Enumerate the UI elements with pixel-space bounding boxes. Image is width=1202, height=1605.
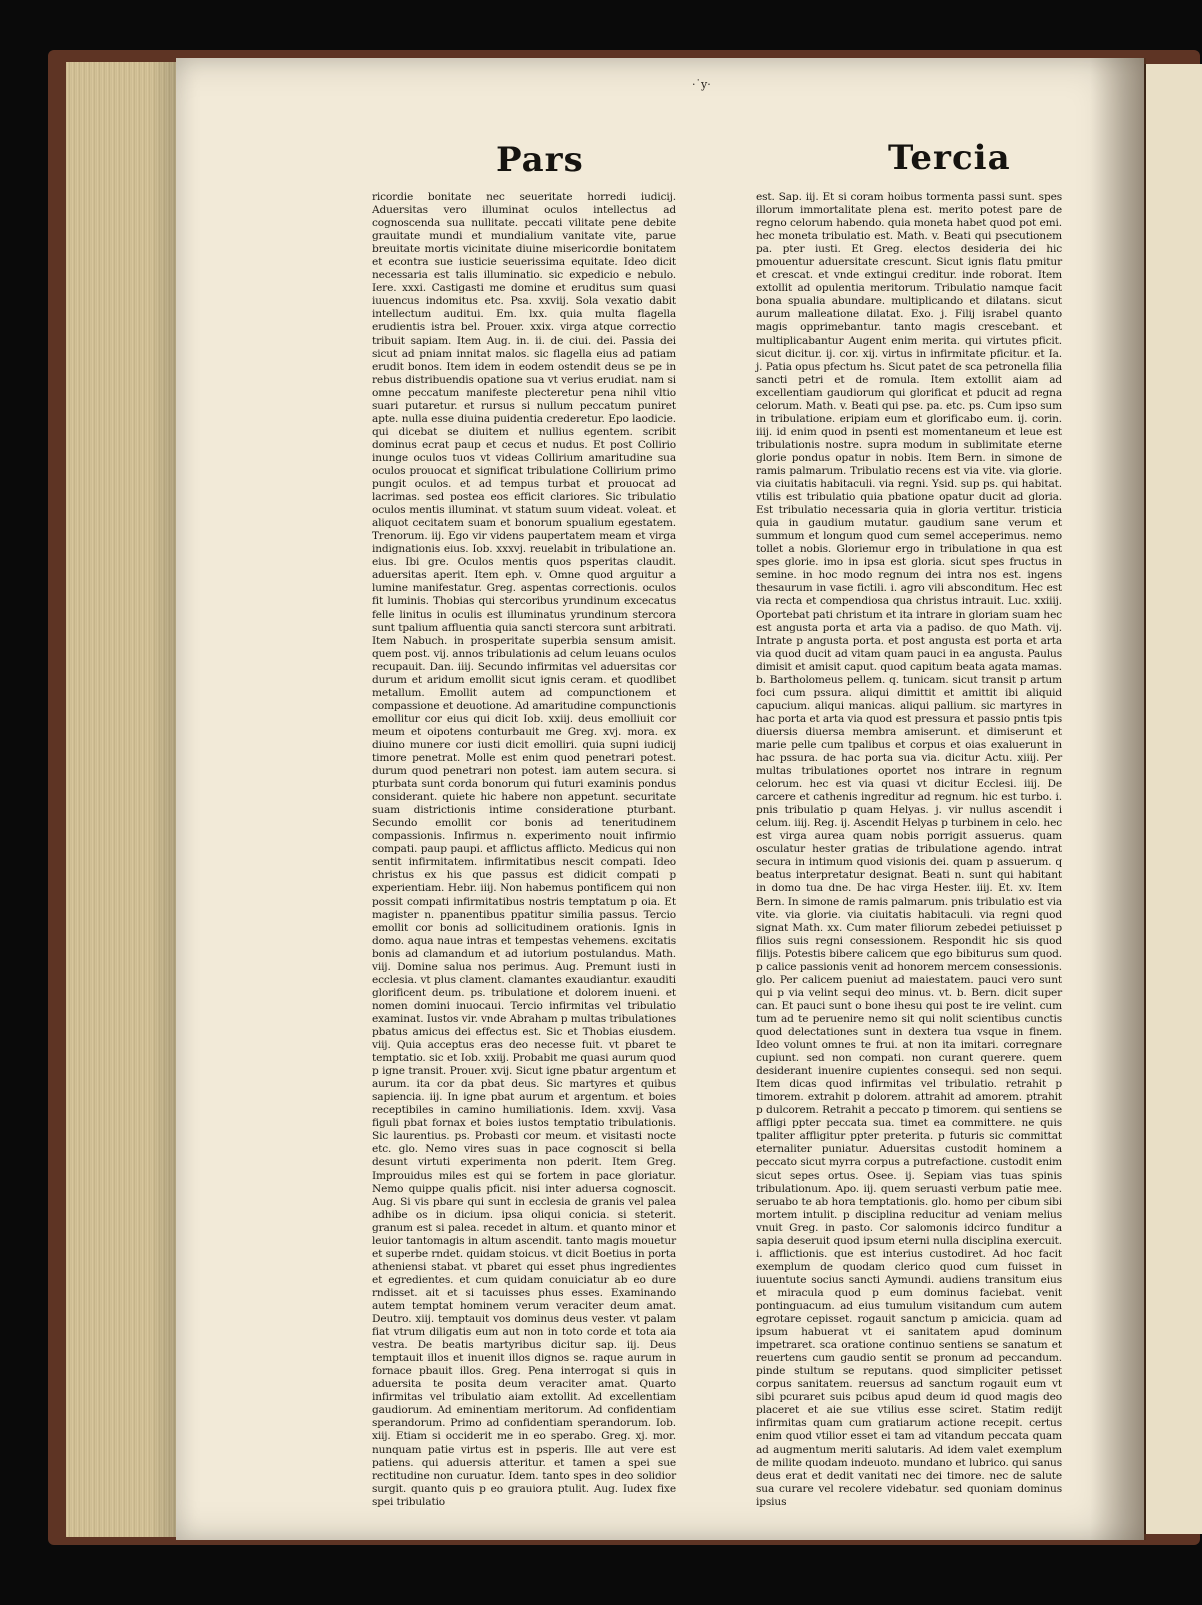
column-right-text: est. Sap. iij. Et si coram hoibus tormenta passi sunt. spes illorum immortalitate plena est. merito potest pare de regno celorum habendo. quia moneta habet quod pot emi. hec moneta tribulatio est. Math. v. Beati qui psecutionem pa. pter iusti. Et Greg. electos desideria dei hic pmouentur aduersitate crescunt. Sicut ignis flatu pmitur et crescat. et vnde extingui creditur. inde roborat. Item extollit ad opulentia meritorum. Tribulatio namque facit bona spualia abundare. multiplicando et dilatans. sicut aurum malleatione dilatat. Exo. j. Filij israbel quanto magis opprimebantur. tanto magis crescebant. et multiplicabantur Augent enim merita. qui virtutes pficit. sicut dicitur. ij. cor. xij. virtus in infirmitate pficitur. et Ia. j. Patia opus pfectum hs. Sicut patet de sca petronella filia sancti petri et de romula. Item extollit aiam ad excellentiam gaudiorum qui glorificat et pducit ad regna celorum. Math. v. Beati qui pse. pa. etc. ps. Cum ipso sum in tribulatione. eripiam eum et glorificabo eum. ij. corin. iiij. id enim quod in psenti est momentaneum et leue est tribulationis nostre. supra modum in sublimitate eterne glorie pondus opatur in nobis. Item Bern. in simone de ramis palmarum. Tribulatio recens est via vite. via glorie. via ciuitatis habitaculi. via regni. Ysid. sup ps. qui habitat. vtilis est tribulatio quia pbatione opatur ducit ad gloria. Est tribulatio necessaria quia in gloria vertitur. tristicia quia in gaudium mutatur. gaudium sane verum et summum et longum quod cum semel acceperimus. nemo tollet a nobis. Gloriemur ergo in tribulatione in qua est spes glorie. imo in ipsa est gloria. sicut spes fructus in semine. in hoc modo regnum dei intra nos est. ingens thesaurum in vase fictili. i. agro vili absconditum. Hec est via recta et compendiosa qua christus intrauit. Luc. xxiiij. Oportebat pati christum et ita intrare in gloriam suam hec est angusta porta et arta via a padiso. de quo Math. vij. Intrate p angusta porta. et post angusta est porta et arta via quod ducit ad vitam quam pauci in ea angusta. Paulus dimisit et amisit caput. quod capitum beata agata mamas. b. Bartholomeus pellem. q. tunicam. sicut transit p artum foci cum pssura. aliqui dimittit et amittit ibi aliquid capucium. aliqui manicas. aliqui pallium. sic martyres in hac porta et arta via quod est pressura et passio pntis tpis diuersis diuersa membra amiserunt. et dimiserunt et marie pelle cum tpalibus et corpus et oias exaluerunt in hac pssura. de hac porta sua via. dicitur Actu. xiiij. Per multas tribulationes oportet nos intrare in regnum celorum. hec est via quasi vt dicitur Ecclesi. iiij. De carcere et cathenis ingreditur ad regnum. hic est turbo. i. pnis tribulatio p quam Helyas. j. vir nullus ascendit i celum. iiij. Reg. ij. Ascendit Helyas p turbinem in celo. hec est virga aurea quam nobis porrigit assuerus. quam osculatur hester gratias de tribulatione agendo. intrat secura in intimum quod visionis dei. quam p assuerum. q beatus interpretatur designat. Beati n. sunt qui habitant in domo tua dne. De hac virga Hester. iiij. Et. xv. Item Bern. In simone de ramis palmarum. pnis tribulatio est via vite. via glorie. via ciuitatis habitaculi. via regni quod signat Math. xx. Cum mater filiorum zebedei petiuisset p filios suis regni consessionem. Respondit hic sis quod filijs. Potestis bibere calicem que ego bibiturus sum quod. p calice passionis venit ad honorem mercem consessionis. glo. Per calicem pueniut ad maiestatem. pauci vero sunt qui p via velint sequi deo minus. vt. b. Bern. dicit super can. Et pauci sunt o bone ihesu qui post te ire velint. cum tum ad te peruenire nemo sit qui nolit scientibus cunctis quod delectationes sunt in dextera tua vsque in finem. Ideo volunt omnes te frui. at non ita imitari. corregnare cupiunt. sed non compati. non curant querere. quem desiderant inuenire cupientes consequi. sed non sequi. Item dicas quod infirmitas vel tribulatio. retrahit p timorem. extrahit p dolorem. attrahit ad amorem. ptrahit p dulcorem. Retrahit a peccato p timorem. qui sentiens se affligi ppter peccata sua. timet ea committere. ne quis tpaliter affligitur ppter preterita. p futuris sic committat eternaliter puniatur. Aduersitas custodit hominem a peccato sicut myrra corpus a putrefactione. custodit enim sicut sepes ortus. Osee. ij. Sepiam vias tuas spinis tribulationum. Apo. iij. quem seruasti verbum patie mee. seruabo te ab hora temptationis. glo. homo per cibum sibi mortem intulit. p disciplina reducitur ad veniam melius vnuit Greg. in pasto. Cor salomonis idcirco funditur a sapia deseruit quod ipsum eterni nulla disciplina exercuit. i. afflictionis. que est interius custodiret. Ad hoc facit exemplum de quodam clerico quod cum fuisset in iuuentute socius sancti Aymundi. audiens transitum eius et miracula quod p eum dominus faciebat. venit pontinguacum. ad eius tumulum visitandum cum autem egrotare cepisset. rogauit sanctum p amicicia. quam ad ipsum habuerat vt ei sanitatem apud dominum impetraret. sca oratione continuo sentiens se sanatum et reuertens cum gaudio sentit se pronum ad peccandum. pinde stultum se reputans. quod simpliciter petisset corpus sanitatem. reuersus ad sanctum rogauit eum vt sibi pcuraret suis pcibus apud deum id quod magis deo placeret et aie sue vtilius esse sciret. Statim redijt infirmitas quam cum gratiarum actione recepit. certus enim quod vtilior esset ei tam ad vitandum peccata quam ad augmentum meriti salutaris. Ad idem valet exemplum de milite quodam indeuoto. mundano et lubrico. qui sanus deus erat et dedit vanitati nec dei timore. nec de salute sua curare vel recolere videbatur. sed quoniam dominus ipsius	[756, 191, 1062, 1508]
facing-page-edge	[1144, 64, 1202, 1534]
folio-mark: ·˙y·	[692, 78, 711, 91]
running-head-right: Tercia	[888, 138, 1011, 178]
running-head-left: Pars	[496, 140, 584, 180]
page-gutter-shadow	[1090, 58, 1146, 1540]
column-left-text: ricordie bonitate nec seueritate horredi iudicij. Aduersitas vero illuminat oculos intellectus ad cognoscenda sua nullitate. peccati vilitate pene debite grauitate mundi et mundialium vanitate vite, parue breuitate mortis vicinitate diuine misericordie bonitatem et econtra sue iusticie seuerissima equitate. Ideo dicit necessaria est talis illuminatio. sic expedicio e nebulo. Iere. xxxi. Castigasti me domine et eruditus sum quasi iuuencus indomitus etc. Psa. xxviij. Sola vexatio dabit intellectum auditui. Em. lxx. quia multa flagella erudientis istra bel. Prouer. xxix. virga atque correctio tribuit sapiam. Item Aug. in. ii. de ciui. dei. Passia dei sicut ad pniam innitat malos. sic flagella eius ad patiam erudit bonos. Item idem in eodem ostendit deus se pe in rebus distribuendis opatione sua vt verius erudiat. nam si omne peccatum manifeste plecteretur pena nihil vltio suari putaretur. et rursus si nullum peccatum puniret apte. nulla esse diuina puidentia crederetur. Epo laodicie. qui dicebat se diuitem et nullius egentem. scribit dominus ecrat paup et cecus et nudus. Et post Collirio inunge oculos tuos vt videas Collirium amaritudine sua oculos prouocat et significat tribulatione Collirium primo pungit oculos. et ad tempus turbat et prouocat ad lacrimas. sed postea eos efficit clariores. Sic tribulatio oculos mentis illuminat. vt statum suum videat. voleat. et aliquot cecitatem suam et bonorum spualium egestatem. Trenorum. iij. Ego vir videns paupertatem meam et virga indignationis eius. Iob. xxxvj. reuelabit in tribulatione an. eius. Ibi gre. Oculos mentis quos psperitas claudit. aduersitas aperit. Item eph. v. Omne quod arguitur a lumine manifestatur. Greg. aspentas correctionis. oculos fit luminis. Thobias qui stercoribus yrundinum excecatus felle linitus in oculis est illuminatus yrundinum stercora sunt tpalium affluentia quia sancti stercora sunt arbitrati. Item Nabuch. in prosperitate superbia sensum amisit. quem post. vij. annos tribulationis ad celum leuans oculos recupauit. Dan. iiij. Secundo infirmitas vel aduersitas cor durum et aridum emollit sicut ignis ceram. et quodlibet metallum. Emollit autem ad compunctionem et compassione et deuotione. Ad amaritudine compunctionis emollitur cor eius qui dicit Iob. xxiij. deus emolliuit cor meum et oipotens conturbauit me Greg. xvj. mora. ex diuino munere cor iusti dicit emolliri. quia supni iudicij timore penetrat. Molle est enim quod penetrari potest. durum quod penetrari non potest. iam autem secura. si pturbata sunt corda bonorum qui futuri examinis pondus considerant. quiete hic habere non appetunt. securitate suam districtionis intime consideratione pturbant. Secundo emollit cor bonis ad teneritudinem compassionis. Infirmus n. experimento nouit infirmio compati. paup paupi. et afflictus afflicto. Medicus qui non sentit infirmitatem. infirmitatibus nescit compati. Ideo christus ex his que passus est didicit compati p experientiam. Hebr. iiij. Non habemus pontificem qui non possit compati infirmitatibus nostris temptatum p oia. Et magister n. ppanentibus ppatitur similia passus. Tercio emollit cor bonis ad sollicitudinem orationis. Ignis in domo. aqua naue intras et tempestas vehemens. excitatis bonis ad clamandum et ad iutorium postulandus. Math. viij. Domine salua nos perimus. Aug. Premunt iusti in ecclesia. vt plus clament. clamantes exaudiantur. exauditi glorificent deum. ps. tribulatione et dolorem inueni. et nomen domini inuocaui. Tercio infirmitas vel tribulatio examinat. Iustos vir. vnde Abraham p multas tribulationes pbatus amicus dei effectus est. Sic et Thobias eiusdem. viij. Quia acceptus eras deo necesse fuit. vt pbaret te temptatio. sic et Iob. xxiij. Probabit me quasi aurum quod p igne transit. Prouer. xvij. Sicut igne pbatur argentum et aurum. ita cor da pbat deus. Sic martyres et quibus sapiencia. iij. In igne pbat aurum et argentum. et boies receptibiles in camino humiliationis. Idem. xxvij. Vasa figuli pbat fornax et boies iustos temptatio tribulationis. Sic laurentius. ps. Probasti cor meum. et visitasti nocte etc. glo. Nemo vires suas in pace cognoscit si bella desunt virtuti experimenta non pderit. Item Greg. Improuidus miles est qui se fortem in pace gloriatur. Nemo quippe qualis pficit. nisi inter aduersa cognoscit. Aug. Si vis pbare qui sunt in ecclesia de granis vel palea adhibe os in dicium. ipsa oliqui conicia. si steterit. granum est si palea. recedet in altum. et quanto minor et leuior tantomagis in altum ascendit. tanto magis mouetur et superbe rndet. quidam stoicus. vt dicit Boetius in porta atheniensi stabat. vt pbaret qui esset phus ingredientes et egredientes. et cum quidam conuiciatur ab eo dure rndisset. ait et si tacuisses phus esses. Examinando autem temptat hominem verum veraciter deum amat. Deutro. xiij. temptauit vos dominus deus vester. vt palam fiat vtrum diligatis eum aut non in toto corde et tota aia vestra. De beatis martyribus dicitur sap. iij. Deus temptauit illos et inuenit illos dignos se. raque aurum in fornace pbauit illos. Greg. Pena interrogat si quis in aduersita te posita deum veraciter amat. Quarto infirmitas vel tribulatio aiam extollit. Ad excellentiam gaudiorum. Ad eminentiam meritorum. Ad confidentiam sperandorum. Primo ad confidentiam sperandorum. Iob. xiij. Etiam si occiderit me in eo sperabo. Greg. xj. mor. nunquam patie virtus est in psperis. Ille aut vere est patiens. qui aduersis atteritur. et tamen a spei sue rectitudine non curuatur. Idem. tanto spes in deo solidior surgit. quanto quis p eo grauiora ptulit. Aug. Iudex fixe spei tribulatio	[372, 191, 676, 1508]
text-column-left	[372, 191, 676, 1508]
text-column-right	[756, 191, 1062, 1508]
